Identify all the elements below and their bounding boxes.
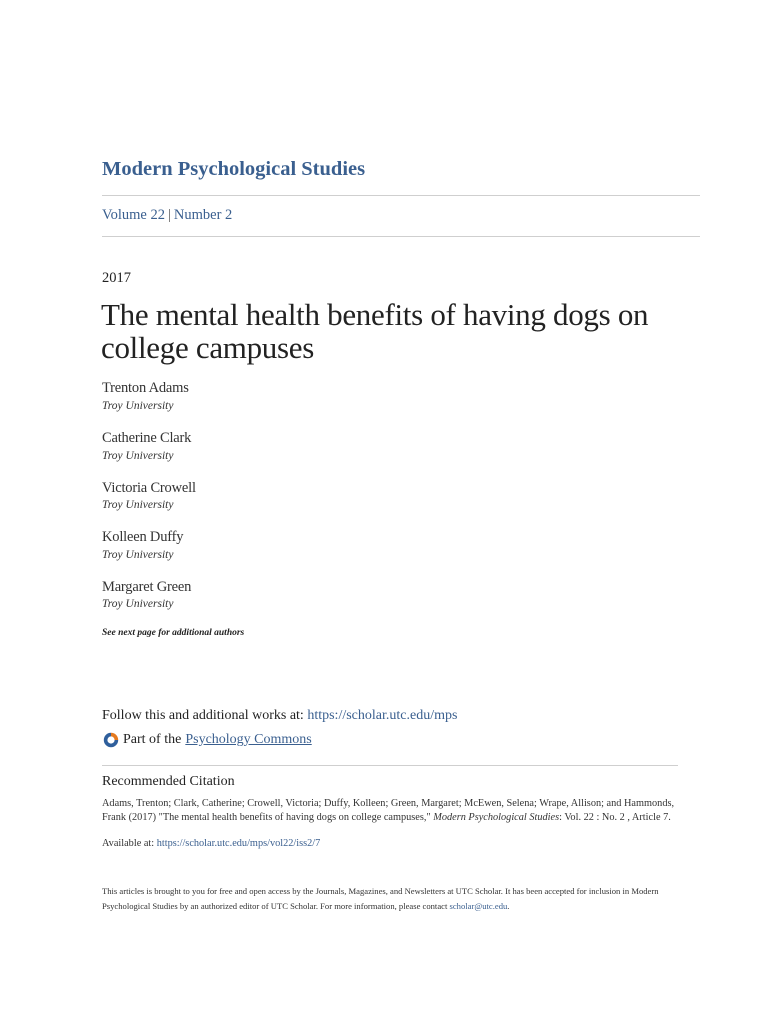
citation-volume: : Vol. 22 : No. 2 , Article 7.: [559, 811, 671, 823]
recommended-citation-heading: Recommended Citation: [102, 774, 235, 789]
commons-icon: [102, 731, 120, 749]
repository-link[interactable]: https://scholar.utc.edu/mps: [307, 708, 458, 723]
publication-year: 2017: [102, 270, 131, 286]
follow-text: Follow this and additional works at:: [102, 708, 308, 723]
follow-line: [102, 708, 457, 724]
access-notice-text: This articles is brought to you for free and open access by the Journals, Magazines, and Newsletters at UTC Scholar. It has been accepted for inclusion in Modern Psychological Studies by an authorized editor of UTC Scholar. For more information, please contact: [102, 886, 659, 911]
part-of-text: Part of the: [123, 732, 182, 747]
separator: |: [167, 207, 171, 223]
volume-issue-line: [102, 207, 232, 224]
psychology-commons-link[interactable]: Psychology Commons: [185, 732, 312, 747]
author-affiliation: Troy University: [102, 598, 174, 610]
journal-title[interactable]: Modern Psychological Studies: [102, 158, 366, 180]
author-affiliation: Troy University: [102, 450, 174, 462]
author-name: Catherine Clark: [102, 430, 192, 446]
author-name: Victoria Crowell: [102, 480, 196, 496]
access-notice: [102, 884, 678, 914]
article-link[interactable]: https://scholar.utc.edu/mps/vol22/iss2/7: [156, 838, 321, 849]
author-name: Trenton Adams: [102, 380, 189, 396]
author-affiliation: Troy University: [102, 400, 174, 412]
author-name: Margaret Green: [102, 579, 192, 595]
volume-link[interactable]: Volume 22: [102, 207, 165, 223]
article-title: The mental health benefits of having dogs on college campuses: [101, 297, 649, 365]
access-notice-end: .: [507, 901, 510, 911]
available-at-line: [102, 838, 320, 849]
author-name: Kolleen Duffy: [102, 529, 184, 545]
divider: [102, 765, 678, 766]
citation-body: Adams, Trenton; Clark, Catherine; Crowell, Victoria; Duffy, Kolleen; Green, Margaret; McEwen, Selena; Wrape, Allison; and Hammonds, Frank (2017) "The mental health benefits of having dogs on college campuses,": [102, 798, 675, 823]
divider: [102, 195, 700, 196]
citation-text: [102, 797, 676, 825]
author-affiliation: Troy University: [102, 549, 174, 561]
see-next-page-note: See next page for additional authors: [102, 628, 245, 638]
divider: [102, 236, 700, 237]
contact-email-link[interactable]: scholar@utc.edu: [449, 901, 508, 911]
part-of-line: [102, 731, 312, 749]
available-label: Available at:: [102, 838, 157, 849]
citation-journal: Modern Psychological Studies: [433, 811, 560, 823]
number-link[interactable]: Number 2: [173, 207, 233, 223]
author-affiliation: Troy University: [102, 499, 174, 511]
